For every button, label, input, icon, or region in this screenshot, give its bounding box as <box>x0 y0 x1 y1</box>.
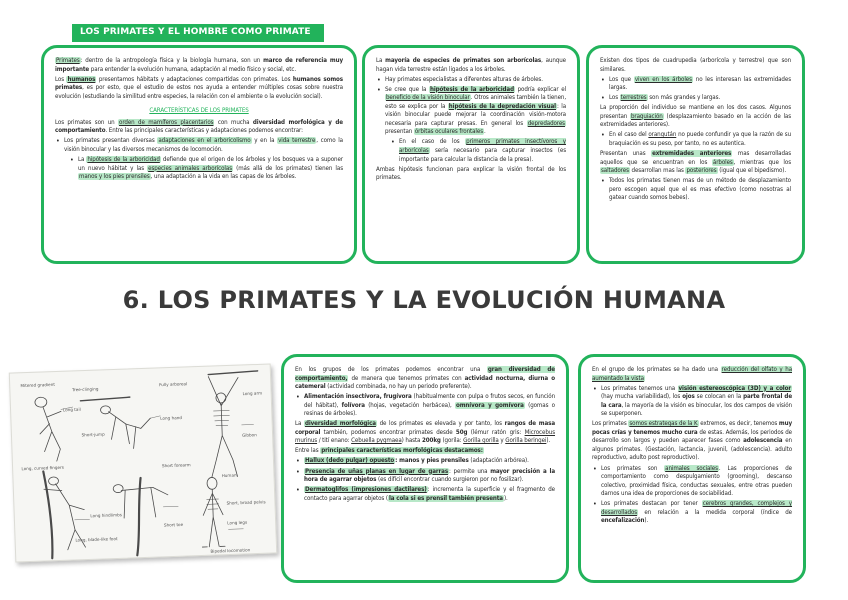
term: posteriores <box>686 167 717 175</box>
figure-label: Mitered gradient <box>20 381 56 389</box>
bullet-list <box>600 177 791 203</box>
text-bold: 50g <box>455 428 468 436</box>
list-item <box>376 76 566 85</box>
text: , es por esto, que el estudio de estos nos ayuda a entender múltiples cosas sobre nuestra evolución (estudiando la similitud entre especies, la relación con el ambiente o la evolución social). <box>55 84 343 100</box>
term: principales características morfológicas destacamos: <box>321 447 483 455</box>
text: (igual que el bipedismo). <box>717 167 787 175</box>
banner-title: LOS PRIMATES Y EL HOMBRE COMO PRIMATE <box>80 27 311 37</box>
term: animales sociales <box>665 464 718 472</box>
text: (es difícil encontrar cuando surgieron por no fosilizar). <box>376 476 524 484</box>
card-vision-social <box>578 354 806 583</box>
text: Presentan unas <box>600 149 652 157</box>
figure-label: Short, broad pelvis <box>226 499 266 506</box>
text: presentan <box>385 128 414 136</box>
term: la cola si es prensil también presenta <box>388 494 503 502</box>
branch-shape <box>208 371 258 375</box>
text: con mucha <box>214 118 253 126</box>
term: viven en los árboles <box>634 75 692 83</box>
text: Los <box>55 75 67 83</box>
text: y en la <box>251 137 278 145</box>
figure-label: Gibbon <box>241 432 257 438</box>
text: (adaptación arbórea). <box>468 457 529 465</box>
term: diversidad morfológica <box>304 420 376 428</box>
primate-skeleton-figure <box>9 363 277 562</box>
skeleton-shape <box>109 410 152 449</box>
text: Los que <box>609 75 634 83</box>
term: Dermatoglifos (impresiones dactilares) <box>305 486 427 494</box>
text: Los primates tenemos una <box>601 384 678 392</box>
text: Los primates presentan diversas <box>64 137 158 145</box>
paragraph <box>376 57 566 74</box>
subsection-title: CARACTERÍSTICAS DE LOS PRIMATES <box>149 107 249 115</box>
list-item <box>592 500 792 526</box>
term: Hallux (dedo pulgar) opuesto <box>305 457 395 465</box>
text: (hay mucha variabilidad), los <box>601 393 683 401</box>
tree-trunk-shape <box>135 478 144 555</box>
text-bold: humanos somos primates <box>55 75 343 92</box>
paragraph <box>376 166 566 183</box>
text: no les interesan las extremidades largas. <box>609 75 791 92</box>
term: visión estereoscópica (3D) y a color <box>678 384 791 392</box>
term: saltadores <box>601 167 629 175</box>
figure-label: Long arm <box>242 390 263 397</box>
text: En el caso del <box>609 131 649 139</box>
branch-shape <box>80 397 130 401</box>
text: mas desarrolladas aquellos que se encuentran en los <box>600 149 791 166</box>
paragraph <box>592 366 792 383</box>
figure-label: Short-jump <box>81 431 105 438</box>
text-bold: folívora <box>341 401 365 409</box>
text: : permite una <box>449 467 491 475</box>
skeleton-shape <box>39 406 63 461</box>
term: extremidades anteriores <box>652 149 732 157</box>
term: terrestres <box>620 94 647 102</box>
text: La <box>376 57 386 64</box>
text-bold: 200kg <box>422 437 441 445</box>
term: adaptaciones en el arboricolismo <box>158 137 251 145</box>
text: (gomas o resinas de árboles). <box>304 401 555 418</box>
text: La <box>78 155 87 163</box>
text-bold: ojos <box>682 393 695 401</box>
text: presentamos hábitats y adaptaciones compartidas con primates. Los <box>96 75 293 83</box>
text-bold: rangos de masa corporal <box>295 420 556 436</box>
text-bold: mayoría de especies de primates son arborícolas <box>385 57 542 64</box>
text: se colocan en la <box>694 393 744 401</box>
text: Los primates son un <box>55 118 119 126</box>
term: órbitas oculares frontales <box>414 128 483 136</box>
term: cerebros grandes, complejos y desarrollados <box>601 500 793 516</box>
skull-shape <box>48 477 58 485</box>
bullet-list <box>55 137 343 181</box>
species-name: Cebuella pygmaea <box>351 437 402 445</box>
list-item <box>592 385 792 419</box>
text: (desplazamiento basado en la acción de las extremidades anteriores). <box>600 112 792 129</box>
text: de estas. Además, los periodos de desarrollo son largos y pueden aparecer fases como <box>592 428 792 445</box>
figure-label: Long legs <box>227 519 248 526</box>
text: En los grupos de los primates podemos encontrar una <box>295 366 487 373</box>
card-comportamiento <box>281 354 569 583</box>
text: para entender la evolución humana, adaptación al medio físico y social, etc. <box>89 65 296 73</box>
bullet-list <box>295 457 555 503</box>
term: orangután <box>648 131 677 139</box>
text: de manera que tenemos primates con <box>348 374 465 382</box>
figure-label: Long, curved fingers <box>21 464 64 472</box>
text: Todos los primates tienen mas de un método de desplazamiento pero escogen aquel que el es mas efectivo (como nosotras al gatear cuando somos bebes). <box>609 177 791 202</box>
text: Los primates destacan por tener <box>601 500 702 508</box>
list-item <box>390 138 566 164</box>
skeleton-shape <box>208 376 241 478</box>
text-bold: adolescencia <box>743 437 783 445</box>
text: En el grupo de los primates se ha dado una <box>592 366 721 373</box>
bullet-list <box>600 131 791 148</box>
text: . Otros animales también la tienen, esto se explica por la <box>385 94 567 110</box>
term: manos y los pies prensiles <box>79 173 150 181</box>
text: En el caso de los <box>399 138 466 146</box>
skull-shape <box>113 484 123 492</box>
text: (lémur ratón gris: <box>467 428 525 436</box>
text: , la mayoría de la visión es binocular, los dos campos de visión se superponen. <box>601 401 792 418</box>
term-humanos: humanos <box>67 75 96 83</box>
card-cuadrupedia <box>586 45 805 264</box>
bullet-list <box>376 76 566 164</box>
section-title: 6. LOS PRIMATES Y LA EVOLUCIÓN HUMANA <box>122 286 726 314</box>
text: . Las proporciones de comportamiento como despulgamiento (grooming), descanso colectivo, proximidad física, conductas sexuales, entre otras pueden darnos una idea de proporciones de sociabilidad. <box>601 464 792 498</box>
skull-shape <box>100 406 110 414</box>
text-bold: Alimentación insectívora, frugívora <box>304 393 412 401</box>
term-primates: Primates <box>56 57 80 64</box>
paragraph <box>295 366 555 392</box>
text: La <box>295 420 304 428</box>
figure-label: Long hindlimbs <box>90 512 122 519</box>
text: (más allá de los primates) tienen las <box>233 164 343 172</box>
text: desarrollan mas las <box>629 167 686 175</box>
paragraph <box>600 57 791 74</box>
card-arboricolas <box>362 45 580 264</box>
text: y <box>498 437 506 445</box>
list-item <box>600 131 791 148</box>
text: en algunos primates. (Gestación, lactancia, juvenil, (adolescencia). adulto reproductivo, adulto post reproductivo). <box>592 437 792 462</box>
paragraph <box>295 447 555 456</box>
list-item <box>69 156 343 182</box>
term: hipótesis de la depredación visual <box>448 102 556 110</box>
section-banner <box>72 24 324 42</box>
text: (hojas, vegetación herbácea), <box>364 401 455 409</box>
term: somos estrategas de la K <box>629 420 698 428</box>
text: (gorila: <box>440 437 464 445</box>
figure-label: Long hand <box>160 415 183 421</box>
text: Se cree que la <box>385 85 429 93</box>
list-item <box>295 457 555 466</box>
text: Entre las <box>295 447 321 455</box>
term: omnívora y gomívora <box>456 401 524 409</box>
figure-label: Short toe <box>163 521 184 528</box>
list-item <box>376 86 566 137</box>
paragraph <box>600 150 791 176</box>
figure-label: Long tail <box>62 406 81 413</box>
bullet-list <box>600 76 791 103</box>
figure-label: Fully arboreal <box>158 381 188 388</box>
bullet-list <box>295 393 555 419</box>
list-item <box>55 137 343 154</box>
text: (habitualmente con pulpa o frutos secos, en función del hábitat), <box>304 393 555 409</box>
text: Hay primates especialistas a diferentes alturas de árboles. <box>385 75 543 83</box>
text-bold: parte frontal de la cara <box>601 393 792 409</box>
term: hipótesis de la arboricidad <box>429 85 514 93</box>
text: ). <box>546 437 551 445</box>
term: vida terrestre <box>278 137 316 145</box>
text: , aunque hagan vida terrestre están ligados a los árboles. <box>376 57 566 73</box>
figure-label: Tree-clinging <box>72 386 99 393</box>
term: hipótesis de la arboricidad <box>87 155 160 163</box>
skeleton-illustration <box>10 365 276 562</box>
text-bold: marco de referencia muy importante <box>55 57 343 73</box>
text-bold: diversidad morfológica y de comportamiento <box>55 118 343 135</box>
term: beneficio de la visión binocular <box>386 94 470 102</box>
text: (actividad combinada, no hay un periodo preferente). <box>325 383 472 391</box>
bullet-list <box>592 465 792 526</box>
paragraph <box>55 76 343 102</box>
paragraph <box>295 420 555 446</box>
text: ). <box>644 517 649 525</box>
paragraph <box>55 119 343 136</box>
list-item <box>592 465 792 499</box>
text-bold: : manos y pies prensiles <box>395 457 469 465</box>
tree-trunk-shape <box>43 471 53 558</box>
list-item <box>600 76 791 93</box>
skeleton-shape <box>121 487 169 518</box>
text: ) hasta <box>401 437 422 445</box>
text: : dentro de la antropología física y la biología humana, son un <box>80 57 264 64</box>
text-bold: encefalización <box>601 517 645 525</box>
term: Presencia de uñas planas en lugar de garras <box>305 467 449 475</box>
term: depredadores <box>527 119 565 127</box>
term: primeros primates insectívoros y arborícolas <box>399 138 566 154</box>
species-name: Microcebus murinus <box>295 428 556 445</box>
list-item <box>600 177 791 203</box>
species-name: Gorilla gorilla <box>463 437 499 445</box>
term: gran diversidad de comportamiento, <box>295 366 555 382</box>
text: Los primates <box>592 420 629 428</box>
term: especies animales arborícolas <box>148 164 232 172</box>
text: también, podemos encontrar primates desde <box>320 428 456 436</box>
bullet-list <box>592 385 792 419</box>
list-item <box>295 393 555 419</box>
text: de los primates es elevada y por tanto, los <box>376 420 505 428</box>
text: , como la visión binocular y las diversos mecanismos de locomoción. <box>64 137 343 153</box>
text: defiende que el origen de los árboles y los bosques va a suponer un nuevo hábitat y las <box>78 155 343 172</box>
list-item <box>295 468 555 485</box>
paragraph <box>55 57 343 74</box>
figure-label: Long, blade-like foot <box>75 536 118 543</box>
text: . Entre las principales características y adaptaciones podemos encontrar: <box>105 127 303 135</box>
text-bold: mayor precisión a la hora de agarrar objetos <box>304 467 555 484</box>
term: árboles <box>712 158 733 166</box>
term: braquiación <box>631 112 663 120</box>
text: extremos, es decir, tenemos <box>698 420 779 428</box>
text-bold: muy pocas crías y tenemos mucho cura <box>592 420 793 436</box>
text: Existen dos tipos de cuadrupedia (arborícola y terrestre) que son similares. <box>600 57 791 73</box>
text: , mientras que los <box>733 158 791 166</box>
card-primates-intro <box>41 45 357 264</box>
figure-label: Bipedal locomotion <box>210 547 251 554</box>
list-item <box>600 94 791 103</box>
paragraph <box>600 104 791 130</box>
text: La proporción del individuo se mantiene en los dos casos. Algunos presentan <box>600 104 791 120</box>
text: , una adaptación a la vida en las capas de los árboles. <box>150 173 297 181</box>
text: . <box>484 128 486 136</box>
figure-label: Short forearm <box>161 462 191 469</box>
text: : incrementa la superficie y el fragmento de contacto para agarrar objetos ( <box>304 486 555 502</box>
text-bold: actividad nocturna, diurna o catemeral <box>295 374 555 391</box>
text: son más grandes y largas. <box>647 94 721 102</box>
text: Los primates son <box>601 464 665 472</box>
text: Los <box>609 94 620 102</box>
text: : la visión binocular puede mejorar la coordinación visión-motora necesaria para capturar presas. En general los <box>385 102 567 127</box>
text: Ambas hipótesis funcionan para explicar la visión frontal de los primates. <box>376 165 566 182</box>
text: / tití enano: <box>317 437 352 445</box>
term: reducción del olfato y ha aumentado la vista <box>592 366 792 382</box>
skeleton-shape <box>200 489 225 547</box>
species-name: Gorilla beringei <box>505 437 547 445</box>
text: en relación a la medida corporal (índice de <box>638 508 792 516</box>
text: sería necesario para capturar insectos (es importante para calcular la distancia de la presa). <box>399 146 566 163</box>
text: ). <box>503 494 508 502</box>
list-item <box>295 486 555 503</box>
skull-shape <box>207 477 217 489</box>
text: no puede confundir ya que la razón de su braquiación es su peso, por tanto, no es autentica. <box>609 131 792 147</box>
skull-shape <box>35 397 47 407</box>
text: podría explicar el <box>514 85 566 93</box>
paragraph <box>592 420 792 463</box>
figure-label: Human <box>221 472 237 479</box>
term: orden de mamíferos placentarios <box>119 118 214 126</box>
